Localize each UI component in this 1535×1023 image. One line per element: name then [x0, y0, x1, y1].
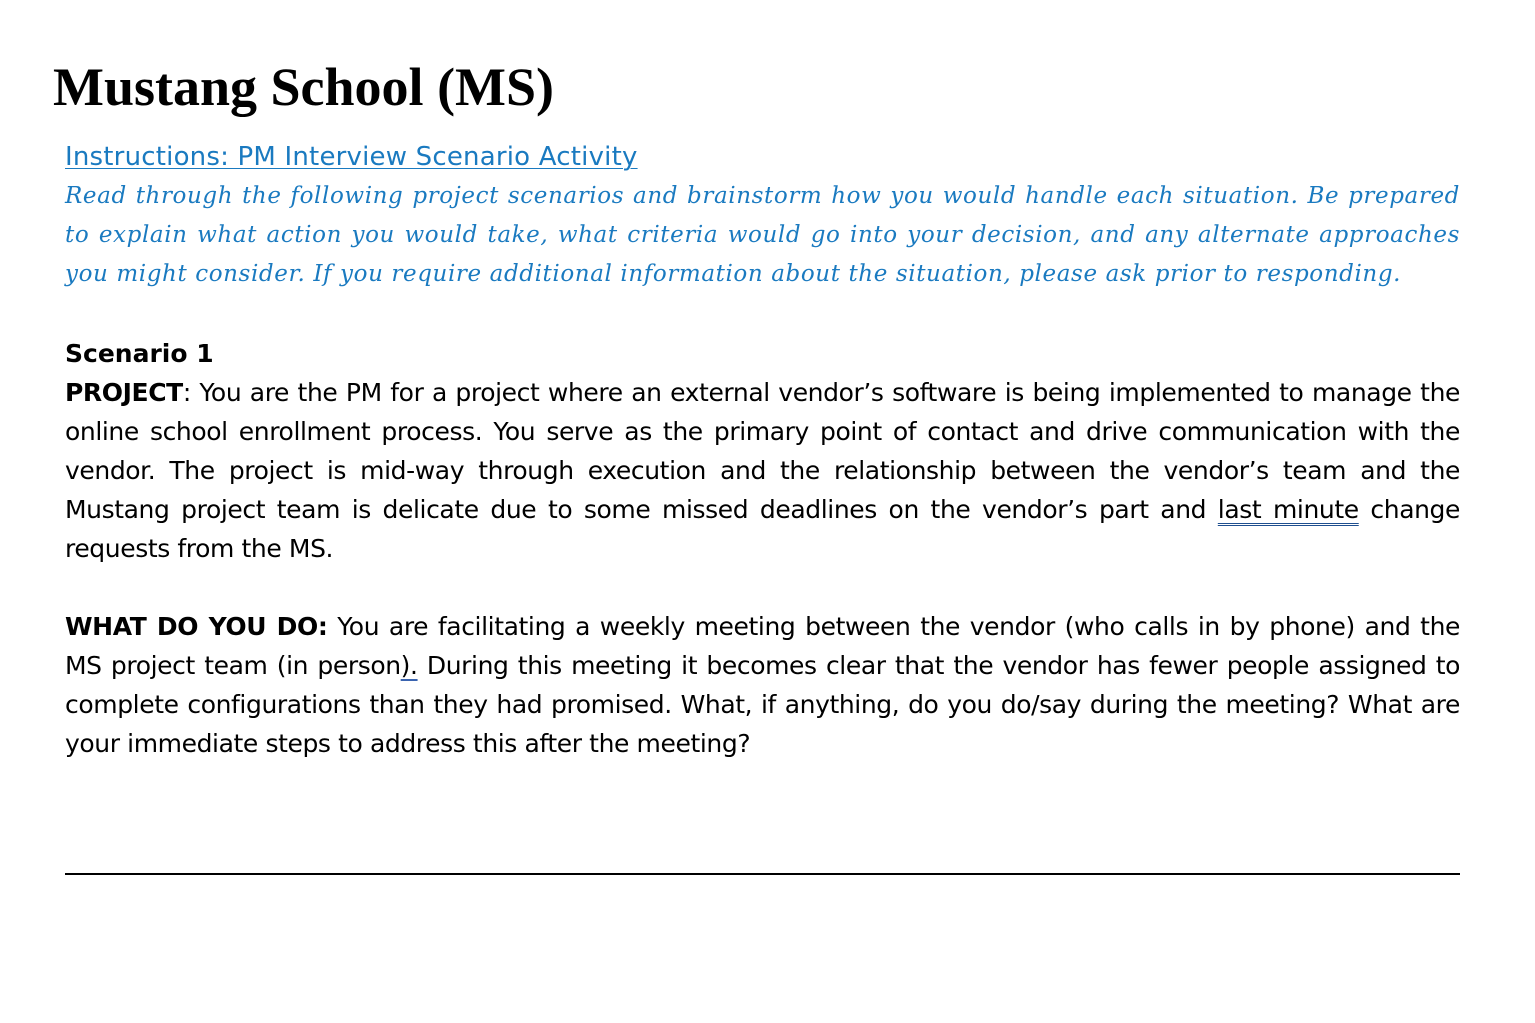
flagged-punctuation[interactable]: ).: [400, 651, 418, 680]
what-do-you-do-label: WHAT DO YOU DO:: [65, 612, 328, 641]
document-content: [65, 139, 1460, 763]
project-label-separator: :: [182, 378, 200, 407]
scenario-heading: Scenario 1: [65, 339, 214, 368]
project-text-start: You are the PM for a project where an external vendor’s software is being implemented to manage the online school enrollment process. You serve as the primary point of contact and drive communication with the vendor. The project is mid-way through execution and the relationship between the vendor’s team and the Mustang project team is delicate due to some missed deadlines on the vendor’s part and: [65, 378, 1461, 524]
what-do-you-do-text-end: During this meeting it becomes clear that the vendor has fewer people assigned to complete configurations than they had promised. What, if anything, do you do/say during the meeting? What are your immediate steps to address this after the meeting?: [65, 651, 1460, 758]
project-paragraph: [65, 373, 1460, 568]
flagged-phrase-last-minute[interactable]: last minute: [1217, 495, 1359, 524]
instructions-text: Read through the following project scenarios and brainstorm how you would handle each situation. Be prepared to explain what action you would take, what criteria would go into your decision, and any alternate approaches you might consider. If you require additional information about the situation, please ask prior to responding.: [65, 183, 1460, 287]
what-do-you-do-text-start: You are facilitating a weekly meeting between the vendor (who calls in by phone) and the MS project team (in person: [65, 612, 1460, 680]
project-text-end: change requests from the MS.: [65, 495, 1461, 563]
document-title: Mustang School (MS): [53, 57, 555, 117]
project-label: PROJECT: [65, 378, 183, 407]
answer-rule-line: [65, 873, 1460, 875]
instructions-heading: Instructions: PM Interview Scenario Activity: [65, 142, 638, 172]
what-do-you-do-paragraph: [65, 607, 1460, 763]
